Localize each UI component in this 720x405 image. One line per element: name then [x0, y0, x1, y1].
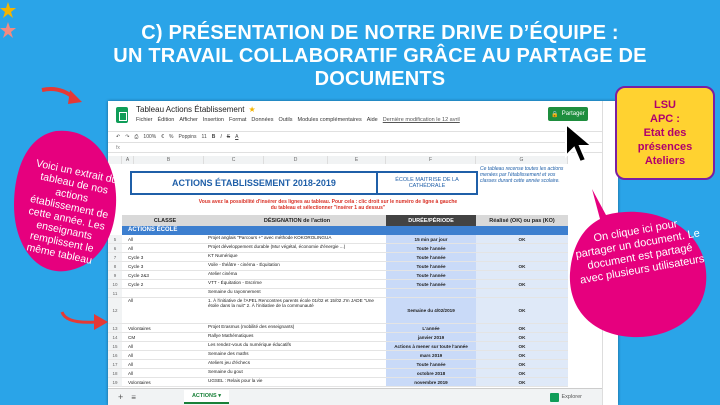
cell-classe[interactable]: All: [128, 246, 134, 251]
table-row[interactable]: [122, 360, 568, 369]
sheet-tabs-bar: [108, 388, 618, 405]
cell-realise[interactable]: [476, 271, 568, 279]
menu-insertion[interactable]: Insertion: [202, 117, 224, 123]
print-icon[interactable]: ⎙: [134, 134, 139, 140]
cell-classe[interactable]: All: [128, 362, 134, 367]
row-number[interactable]: 5: [108, 235, 122, 244]
font-select[interactable]: Poppins: [178, 134, 197, 140]
table-row[interactable]: [122, 351, 568, 360]
cell-designation[interactable]: Projet anglais "Parcours +" avec méthode KOKOROLINGUA: [208, 235, 332, 240]
cell-duree[interactable]: Toute l'année: [386, 271, 476, 279]
row-number[interactable]: 15: [108, 342, 122, 351]
row-number[interactable]: 17: [108, 360, 122, 369]
cell-realise[interactable]: OK: [476, 280, 568, 288]
share-button-label: Partager: [561, 111, 585, 117]
table-row[interactable]: [122, 253, 568, 262]
cell-realise[interactable]: OK: [476, 324, 568, 332]
cell-classe[interactable]: All: [128, 237, 134, 242]
column-header[interactable]: G: [476, 156, 568, 164]
all-sheets-icon[interactable]: ≡: [131, 392, 136, 402]
fx-icon: fx: [116, 144, 120, 151]
menu-format[interactable]: Format: [229, 117, 247, 123]
cell-duree[interactable]: L'année: [386, 324, 476, 332]
star-icon[interactable]: ★: [248, 105, 256, 114]
menu-aide[interactable]: Aide: [366, 117, 378, 123]
cell-designation[interactable]: Atelier cinéma: [208, 271, 238, 276]
cell-designation[interactable]: Projet développement durable (Mur végétal, économie d'énergie ...): [208, 244, 346, 249]
doc-title-text[interactable]: Tableau Actions Établissement: [136, 105, 245, 114]
row-number[interactable]: 12: [108, 298, 122, 324]
undo-icon[interactable]: ↶: [116, 134, 121, 140]
table-row[interactable]: [122, 280, 568, 289]
menu-edition[interactable]: Édition: [157, 117, 175, 123]
currency-icon[interactable]: €: [161, 134, 164, 140]
row-number[interactable]: 8: [108, 262, 122, 271]
cell-designation[interactable]: UGSEL : Relais pour la vie: [208, 378, 263, 383]
cell-classe[interactable]: All: [128, 298, 134, 303]
cell-duree[interactable]: octobre 2018: [386, 369, 476, 377]
left-callout: [6, 125, 122, 275]
star-icon: [0, 0, 18, 40]
cell-designation[interactable]: KT Numérique: [208, 253, 238, 258]
bold-icon[interactable]: B: [211, 134, 216, 140]
table-row[interactable]: [122, 342, 568, 351]
table-row[interactable]: [122, 262, 568, 271]
cell-duree[interactable]: 15 min par jour: [386, 235, 476, 243]
note-line: Ateliers: [644, 155, 686, 167]
header-classe[interactable]: CLASSE: [122, 215, 208, 226]
cell-classe[interactable]: Cycle 3: [128, 264, 144, 269]
cell-duree[interactable]: Semaine du 4/02/2019: [386, 298, 476, 323]
column-header[interactable]: A: [122, 156, 134, 164]
cell-realise[interactable]: [476, 289, 568, 297]
table-row[interactable]: [122, 378, 568, 387]
add-sheet-icon[interactable]: +: [118, 392, 124, 402]
column-header[interactable]: D: [264, 156, 328, 164]
cell-duree[interactable]: Toute l'année: [386, 360, 476, 368]
cell-realise[interactable]: [476, 253, 568, 261]
strike-icon[interactable]: S: [226, 134, 231, 140]
sheets-toolbar: [108, 131, 618, 143]
doc-title[interactable]: [136, 105, 460, 114]
share-button[interactable]: [548, 107, 588, 121]
row-number[interactable]: 19: [108, 378, 122, 387]
sheet-side-note[interactable]: Ce tableau recense toutes les actions menées par l'établissement et vos classes durant cette année scolaire.: [480, 166, 564, 184]
insert-rows-hint[interactable]: Vous avez la possibilité d'insérer des lignes au tableau. Pour cela : clic droit sur le numéro de ligne à gauche du tableau et sélectionner "insérer 1 au dessus": [198, 199, 458, 211]
column-header[interactable]: C: [204, 156, 264, 164]
cell-duree[interactable]: Actions à mener sur toute l'année: [386, 342, 476, 350]
slide-title: [60, 22, 700, 91]
lsu-note: [615, 86, 715, 180]
sheets-topbar: [108, 101, 618, 131]
cell-classe[interactable]: Cycle 3: [128, 255, 144, 260]
note-line: présences: [637, 141, 693, 153]
explore-label: Explorer: [561, 394, 582, 400]
row-number[interactable]: 13: [108, 324, 122, 333]
cell-realise[interactable]: [476, 244, 568, 252]
cell-classe[interactable]: All: [128, 344, 134, 349]
column-header[interactable]: F: [386, 156, 476, 164]
cell-realise[interactable]: OK: [476, 298, 568, 323]
cell-designation[interactable]: Rallye Mathématiques: [208, 333, 254, 338]
mouse-cursor-icon: [562, 120, 598, 164]
cell-realise[interactable]: OK: [476, 351, 568, 359]
sheet-tab-label: ACTIONS: [191, 393, 217, 399]
row-number[interactable]: 10: [108, 280, 122, 289]
cell-designation[interactable]: Semaine des maths: [208, 351, 249, 356]
right-callout: [562, 185, 710, 343]
table-row[interactable]: [122, 271, 568, 280]
left-callout-text: Voici un extrait du tableau de nos actions établissement de cette année. Les enseignants remplissent le même tableau: [25, 157, 119, 267]
cell-classe[interactable]: Volontaires: [128, 380, 151, 385]
table-row[interactable]: [122, 369, 568, 378]
row-number[interactable]: 18: [108, 369, 122, 378]
row-number[interactable]: 16: [108, 351, 122, 360]
explore-button[interactable]: [550, 393, 582, 402]
cell-designation[interactable]: Ateliers jeu d'échecs: [208, 360, 250, 365]
cell-duree[interactable]: [386, 289, 476, 297]
red-arrow-icon: [60, 308, 110, 332]
last-modified-link[interactable]: Dernière modification le 12 avril: [382, 117, 460, 123]
cell-designation[interactable]: 1. À l'initiative de l'APEL Rencontres parents école 01/02 et 15/02 J'm JADE "Une étoile dans la nuit" 2. À l'initiative de la communauté: [208, 298, 374, 308]
cell-duree[interactable]: Toute l'année: [386, 244, 476, 252]
cell-designation[interactable]: Semaine du gout: [208, 369, 243, 374]
cell-realise[interactable]: OK: [476, 378, 568, 386]
menu-donnees[interactable]: Données: [251, 117, 274, 123]
cell-realise[interactable]: OK: [476, 369, 568, 377]
cell-classe[interactable]: Cycle 2&3: [128, 273, 149, 278]
title-line: C) PRÉSENTATION DE NOTRE DRIVE D’ÉQUIPE :: [141, 22, 619, 44]
menu-fichier[interactable]: Fichier: [136, 117, 153, 123]
title-line: UN TRAVAIL COLLABORATIF GRÂCE AU PARTAGE DE: [113, 45, 647, 67]
redo-icon[interactable]: ↷: [125, 134, 130, 140]
percent-icon[interactable]: %: [169, 134, 174, 140]
cell-duree[interactable]: janvier 2019: [386, 333, 476, 341]
cell-designation[interactable]: Les rendez-vous du numérique éducatifs: [208, 342, 291, 347]
column-header[interactable]: B: [134, 156, 204, 164]
table-row[interactable]: [122, 289, 568, 298]
cell-designation[interactable]: Projet Erasmus (mobilité des enseignants): [208, 324, 295, 329]
table-row[interactable]: [122, 298, 568, 324]
menu-modules[interactable]: Modules complémentaires: [297, 117, 362, 123]
table-row[interactable]: [122, 244, 568, 253]
cell-classe[interactable]: All: [128, 371, 134, 376]
table-row[interactable]: [122, 333, 568, 342]
header-designation[interactable]: DÉSIGNATION de l'action: [208, 215, 386, 226]
spreadsheet-grid[interactable]: [108, 156, 568, 388]
formula-bar[interactable]: [108, 143, 618, 153]
cell-duree[interactable]: Toute l'année: [386, 280, 476, 288]
text-color-icon[interactable]: A: [235, 134, 239, 140]
section-actions-ecole[interactable]: ACTIONS ÉCOLE: [122, 226, 568, 235]
menu-bar: [136, 117, 460, 123]
font-size-select[interactable]: 11: [201, 134, 207, 140]
cell-realise[interactable]: OK: [476, 235, 568, 243]
cell-designation[interactable]: Voile - théâtre - cinéma - Équitation: [208, 262, 280, 267]
sheets-logo-icon[interactable]: [116, 107, 128, 123]
note-line: APC :: [650, 113, 680, 125]
cell-duree[interactable]: Toute l'année: [386, 262, 476, 270]
cell-realise[interactable]: OK: [476, 360, 568, 368]
cell-designation[interactable]: Semaine du rayonnement: [208, 289, 261, 294]
right-callout-text: On clique ici pour partager un document. Le document est partagé avec plusieurs utilisateurs: [574, 218, 706, 287]
lock-icon: 🔒: [551, 111, 559, 118]
sheet-title[interactable]: ACTIONS ÉTABLISSEMENT 2018-2019: [130, 171, 378, 195]
cell-designation[interactable]: VTT - Équitation - Escrime: [208, 280, 262, 285]
cell-realise[interactable]: OK: [476, 342, 568, 350]
row-number[interactable]: 6: [108, 244, 122, 253]
row-number[interactable]: 14: [108, 333, 122, 342]
zoom-select[interactable]: 100%: [143, 134, 157, 140]
note-line: Etat des: [643, 127, 687, 139]
cell-classe[interactable]: All: [128, 353, 134, 358]
cell-classe[interactable]: CM: [128, 335, 136, 340]
header-duree[interactable]: DURÉE/PÉRIODE: [386, 215, 476, 226]
cell-classe[interactable]: Volontaires: [128, 326, 151, 331]
cell-duree[interactable]: mars 2019: [386, 351, 476, 359]
row-number[interactable]: 11: [108, 289, 122, 298]
cell-duree[interactable]: Toute l'année: [386, 253, 476, 261]
title-line: DOCUMENTS: [314, 68, 446, 90]
cell-realise[interactable]: OK: [476, 262, 568, 270]
menu-outils[interactable]: Outils: [278, 117, 293, 123]
cell-duree[interactable]: novembre 2019: [386, 378, 476, 386]
school-name[interactable]: ÉCOLE MAITRISE DE LA CATHÉDRALE: [378, 171, 478, 195]
cell-realise[interactable]: OK: [476, 333, 568, 341]
note-line: LSU: [654, 99, 676, 111]
red-arrow-icon: [40, 84, 84, 108]
header-realise[interactable]: Réalisé (OK) ou pas (KO): [476, 215, 568, 226]
table-row[interactable]: [122, 235, 568, 244]
column-header[interactable]: E: [328, 156, 386, 164]
explore-icon: [550, 393, 559, 402]
italic-icon[interactable]: I: [220, 134, 222, 140]
cell-classe[interactable]: Cycle 2: [128, 282, 144, 287]
sheet-tab-actions[interactable]: ACTIONS ▾: [184, 390, 229, 404]
menu-afficher[interactable]: Afficher: [179, 117, 198, 123]
row-number[interactable]: 7: [108, 253, 122, 262]
table-row[interactable]: [122, 324, 568, 333]
row-number[interactable]: 9: [108, 271, 122, 280]
sheets-screenshot: [108, 101, 618, 405]
